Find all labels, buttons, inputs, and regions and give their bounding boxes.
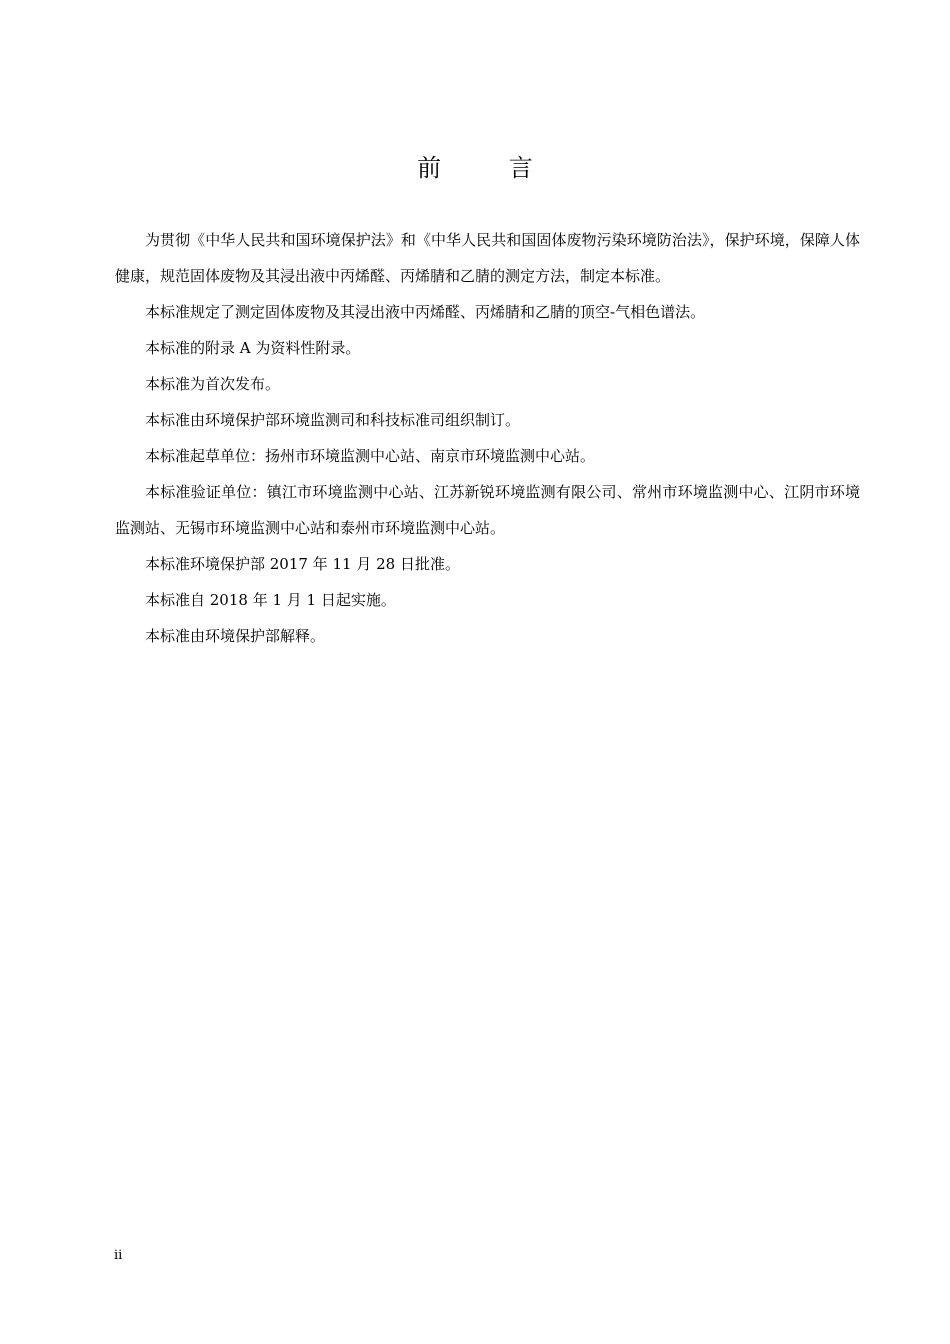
paragraph-verification-units: 本标准验证单位：镇江市环境监测中心站、江苏新锐环境监测有限公司、常州市环境监测中心、江阴市环境监测站、无锡市环境监测中心站和泰州市环境监测中心站。 [115, 483, 860, 537]
paragraph-purpose: 为贯彻《中华人民共和国环境保护法》和《中华人民共和国固体废物污染环境防治法》，保护环境，保障人体健康，规范固体废物及其浸出液中丙烯醛、丙烯腈和乙腈的测定方法，制定本标准。 [115, 231, 860, 285]
paragraph-first-release: 本标准为首次发布。 [145, 375, 281, 393]
preface-body [115, 222, 860, 654]
paragraph-scope: 本标准规定了测定固体废物及其浸出液中丙烯醛、丙烯腈和乙腈的顶空-气相色谱法。 [145, 303, 706, 321]
paragraph-appendix: 本标准的附录 A 为资料性附录。 [145, 339, 361, 357]
paragraph-effective-date: 本标准自 2018 年 1 月 1 日起实施。 [145, 591, 396, 609]
paragraph-approval-date: 本标准环境保护部 2017 年 11 月 28 日批准。 [145, 555, 460, 573]
paragraph-organizer: 本标准由环境保护部环境监测司和科技标准司组织制订。 [145, 411, 521, 429]
page-title: 前 言 [417, 154, 563, 182]
paragraph-drafting-units: 本标准起草单位：扬州市环境监测中心站、南京市环境监测中心站。 [145, 447, 596, 465]
page-number: ii [114, 1248, 123, 1263]
paragraph-interpretation: 本标准由环境保护部解释。 [145, 627, 326, 645]
